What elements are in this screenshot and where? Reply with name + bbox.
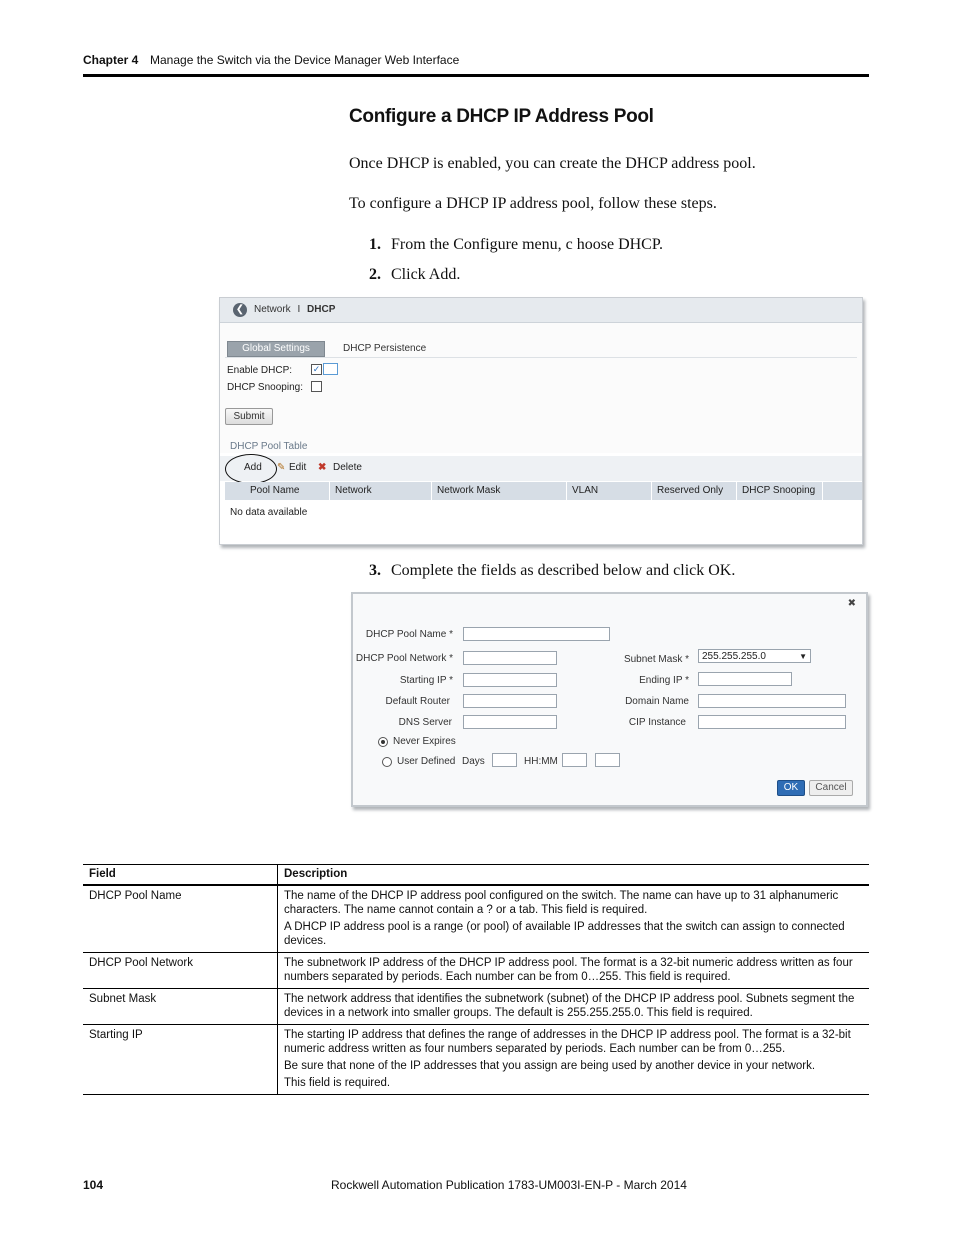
step-1 bbox=[369, 236, 663, 254]
breadcrumb-dhcp: DHCP bbox=[307, 304, 336, 315]
table-row bbox=[83, 953, 869, 989]
days-label: Days bbox=[462, 756, 485, 767]
breadcrumb-separator: I bbox=[297, 304, 301, 315]
col-dhcp-snooping[interactable]: DHCP Snooping bbox=[742, 485, 816, 496]
back-arrow-icon[interactable]: ❮ bbox=[233, 303, 247, 317]
subnet-mask-value: 255.255.255.0 bbox=[702, 651, 766, 662]
step-number: 2. bbox=[369, 266, 381, 283]
description-text: The starting IP address that defines the range of addresses in the DHCP IP address pool. The format is a 32-bit numeric address written as four numbers separated by periods. Each number can be from 0…255. bbox=[284, 1029, 851, 1055]
pool-table-title: DHCP Pool Table bbox=[230, 441, 308, 452]
add-highlight-circle bbox=[225, 454, 277, 484]
edit-button[interactable]: Edit bbox=[289, 462, 307, 473]
focus-outline bbox=[323, 363, 338, 375]
col-vlan[interactable]: VLAN bbox=[572, 485, 599, 496]
step-text: From the Configure menu, c hoose DHCP. bbox=[391, 236, 663, 253]
submit-button[interactable]: Submit bbox=[225, 408, 273, 425]
days-input[interactable] bbox=[492, 753, 517, 767]
dhcp-settings-screenshot bbox=[219, 297, 863, 545]
divider bbox=[225, 357, 857, 358]
ok-button[interactable]: OK bbox=[777, 780, 805, 796]
running-header bbox=[83, 53, 869, 75]
step-number: 3. bbox=[369, 562, 381, 579]
breadcrumb-network[interactable]: Network bbox=[254, 304, 291, 315]
field-description-table bbox=[83, 864, 869, 1095]
description-text: The name of the DHCP IP address pool configured on the switch. The name can have up to 31 alphanumeric characters. The name cannot contain a ? or a tab. This field is required. bbox=[284, 890, 839, 916]
dhcp-pool-dialog-screenshot bbox=[351, 592, 868, 807]
description-text: A DHCP IP address pool is a range (or pool) of available IP addresses that the switch can assign to connected devices. bbox=[284, 921, 845, 947]
starting-ip-label: Starting IP * bbox=[399, 675, 453, 686]
pool-network-label: DHCP Pool Network * bbox=[355, 653, 453, 664]
table-row bbox=[83, 989, 869, 1025]
table-row bbox=[83, 885, 869, 953]
never-expires-radio[interactable] bbox=[378, 737, 388, 747]
description-text: Be sure that none of the IP addresses that you assign are being used by another device in your network. bbox=[284, 1060, 816, 1072]
dhcp-snooping-checkbox[interactable] bbox=[311, 381, 322, 392]
dns-server-label: DNS Server bbox=[398, 717, 452, 728]
breadcrumb bbox=[254, 304, 335, 315]
field-header: Field bbox=[83, 865, 278, 886]
dns-server-input[interactable] bbox=[463, 715, 557, 729]
chevron-down-icon: ▼ bbox=[799, 652, 807, 661]
col-reserved-only[interactable]: Reserved Only bbox=[657, 485, 724, 496]
check-icon: ✓ bbox=[312, 364, 321, 374]
ending-ip-input[interactable] bbox=[698, 672, 792, 686]
pencil-icon: ✎ bbox=[277, 462, 286, 473]
pool-name-label: DHCP Pool Name * bbox=[365, 629, 453, 640]
subnet-mask-select[interactable] bbox=[698, 649, 811, 663]
user-defined-radio[interactable] bbox=[382, 757, 392, 767]
minutes-input[interactable] bbox=[595, 753, 620, 767]
col-separator bbox=[431, 482, 432, 500]
cancel-button[interactable]: Cancel bbox=[809, 780, 853, 796]
field-cell: Starting IP bbox=[83, 1025, 278, 1095]
cip-instance-input[interactable] bbox=[698, 715, 846, 729]
description-cell bbox=[278, 953, 870, 989]
delete-x-icon: ✖ bbox=[318, 462, 327, 473]
description-text: The subnetwork IP address of the DHCP IP address pool. The format is a 32-bit numeric address written as four numbers separated by periods. Each number can be from 0…255. This field is required. bbox=[284, 957, 853, 983]
starting-ip-input[interactable] bbox=[463, 673, 557, 687]
col-separator bbox=[566, 482, 567, 500]
subnet-mask-label: Subnet Mask * bbox=[623, 654, 689, 665]
col-network[interactable]: Network bbox=[335, 485, 372, 496]
col-separator bbox=[329, 482, 330, 500]
breadcrumb-bar bbox=[220, 298, 862, 323]
col-separator bbox=[736, 482, 737, 500]
tab-dhcp-persistence[interactable]: DHCP Persistence bbox=[343, 343, 427, 354]
pool-network-input[interactable] bbox=[463, 651, 557, 665]
table-row bbox=[83, 1025, 869, 1095]
default-router-label: Default Router bbox=[385, 696, 450, 707]
intro-paragraph: Once DHCP is enabled, you can create the DHCP address pool. bbox=[349, 155, 756, 172]
tab-global-settings[interactable]: Global Settings bbox=[227, 341, 325, 357]
pool-table-header bbox=[225, 482, 862, 500]
hhmm-label: HH:MM bbox=[524, 756, 558, 767]
delete-button[interactable]: Delete bbox=[333, 462, 362, 473]
col-separator bbox=[822, 482, 823, 500]
step-number: 1. bbox=[369, 236, 381, 253]
header-rule bbox=[83, 74, 869, 77]
step-text: Click Add. bbox=[391, 266, 461, 283]
domain-name-input[interactable] bbox=[698, 694, 846, 708]
field-cell: DHCP Pool Network bbox=[83, 953, 278, 989]
description-text: The network address that identifies the subnetwork (subnet) of the DHCP IP address pool. Subnets segment the devices in a network into smaller groups. The default is 255.255.255.0. This field is required. bbox=[284, 993, 855, 1019]
description-cell bbox=[278, 885, 870, 953]
publication-info: Rockwell Automation Publication 1783-UM003I-EN-P - March 2014 bbox=[331, 1178, 687, 1192]
step-2 bbox=[369, 266, 460, 284]
table-header-row bbox=[83, 865, 869, 886]
enable-dhcp-label: Enable DHCP: bbox=[227, 365, 293, 376]
domain-name-label: Domain Name bbox=[625, 696, 689, 707]
dhcp-snooping-label: DHCP Snooping: bbox=[227, 382, 303, 393]
close-icon[interactable]: ✖ bbox=[847, 598, 856, 609]
description-header: Description bbox=[278, 865, 870, 886]
pool-toolbar bbox=[220, 456, 862, 481]
chapter-number: Chapter 4 bbox=[83, 53, 139, 67]
default-router-input[interactable] bbox=[463, 694, 557, 708]
step-text: Complete the fields as described below and click OK. bbox=[391, 562, 736, 579]
hours-input[interactable] bbox=[562, 753, 587, 767]
pool-name-input[interactable] bbox=[463, 627, 610, 641]
ending-ip-label: Ending IP * bbox=[639, 675, 689, 686]
col-network-mask[interactable]: Network Mask bbox=[437, 485, 501, 496]
enable-dhcp-checkbox[interactable] bbox=[311, 364, 322, 375]
field-cell: DHCP Pool Name bbox=[83, 885, 278, 953]
no-data-message: No data available bbox=[230, 507, 308, 518]
col-pool-name[interactable]: Pool Name bbox=[250, 485, 300, 496]
cip-instance-label: CIP Instance bbox=[628, 717, 686, 728]
page-number: 104 bbox=[83, 1178, 104, 1192]
description-text: This field is required. bbox=[284, 1077, 391, 1089]
section-title: Configure a DHCP IP Address Pool bbox=[349, 106, 654, 127]
never-expires-label: Never Expires bbox=[393, 736, 456, 747]
intro-paragraph: To configure a DHCP IP address pool, follow these steps. bbox=[349, 195, 717, 212]
col-separator bbox=[651, 482, 652, 500]
description-cell bbox=[278, 1025, 870, 1095]
description-cell bbox=[278, 989, 870, 1025]
field-cell: Subnet Mask bbox=[83, 989, 278, 1025]
step-3 bbox=[369, 562, 735, 580]
user-defined-label: User Defined bbox=[397, 756, 456, 767]
add-button[interactable]: Add bbox=[244, 462, 262, 473]
chapter-title: Manage the Switch via the Device Manager Web Interface bbox=[150, 53, 460, 67]
